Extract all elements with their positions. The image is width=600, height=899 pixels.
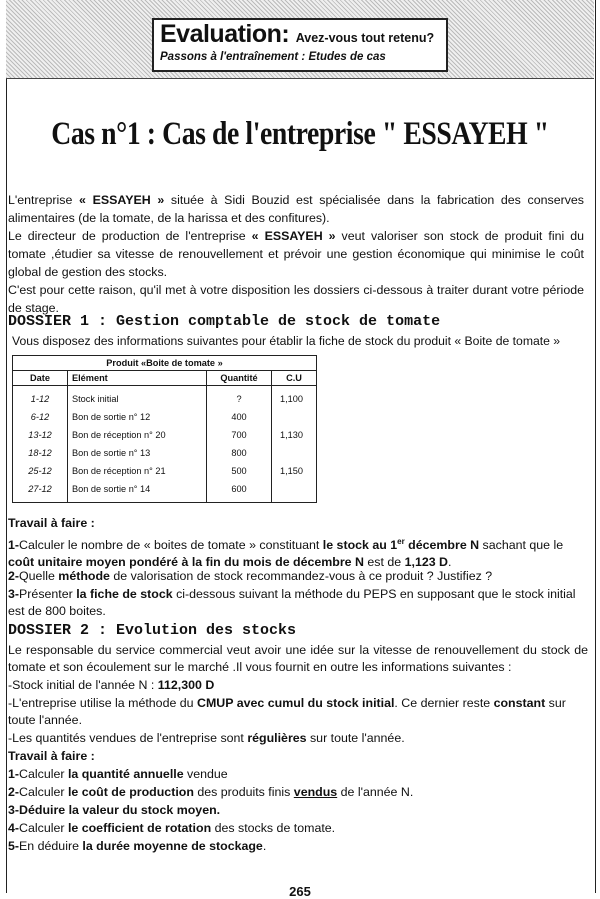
cell-element: Bon de sortie n° 13 — [68, 444, 207, 462]
dossier2-task-3: 3-Déduire la valeur du stock moyen. — [8, 803, 221, 817]
cell-element: Bon de sortie n° 12 — [68, 408, 207, 426]
page-number: 265 — [289, 884, 311, 899]
cell-quantite: 600 — [207, 480, 272, 503]
dossier2-quantites: -Les quantités vendues de l'entreprise sont régulières sur toute l'année. — [8, 731, 405, 745]
cell-element: Bon de réception n° 21 — [68, 462, 207, 480]
table-row — [13, 462, 317, 480]
intro-paragraph-2: Le directeur de production de l'entreprise « ESSAYEH » veut valoriser son stock de produit fini du tomate ,étudier sa vitesse de renouvellement et prévoir une gestion économique qui minimise le coût global de gestion des stocks. — [8, 229, 585, 279]
cell-date: 18-12 — [13, 444, 68, 462]
dossier2-travail-label: Travail à faire : — [8, 749, 95, 763]
table-row — [13, 426, 317, 444]
column-header-element: Elément — [68, 371, 207, 386]
dossier1-question-3: 3-Présenter la fiche de stock ci-dessous suivant la méthode du PEPS en supposant que le stock initial est de 800 boites. — [8, 587, 576, 618]
column-header-date: Date — [13, 371, 68, 386]
cell-date: 13-12 — [13, 426, 68, 444]
table-row — [13, 408, 317, 426]
cell-cu: 1,150 — [272, 462, 317, 480]
cell-element: Stock initial — [68, 386, 207, 409]
cell-element: Bon de sortie n° 14 — [68, 480, 207, 503]
cell-quantite: 400 — [207, 408, 272, 426]
cell-cu: 1,130 — [272, 426, 317, 444]
dossier2-task-4: 4-Calculer le coefficient de rotation des stocks de tomate. — [8, 821, 336, 835]
dossier1-question-1: 1-Calculer le nombre de « boites de tomate » constituant le stock au 1er décembre N sachant que le coût unitaire moyen pondéré à la fin du mois de décembre N est de 1,123 D. — [8, 537, 564, 570]
cell-cu — [272, 444, 317, 462]
header-subtitle: Avez-vous tout retenu? — [295, 31, 435, 45]
cell-cu — [272, 480, 317, 503]
table-row — [13, 444, 317, 462]
dossier1-title: DOSSIER 1 : Gestion comptable de stock de tomate — [8, 313, 441, 330]
dossier2-task-1: 1-Calculer la quantité annuelle vendue — [8, 767, 228, 781]
cell-quantite: ? — [207, 386, 272, 409]
cell-date: 6-12 — [13, 408, 68, 426]
dossier2-task-2: 2-Calculer le coût de production des produits finis vendus de l'année N. — [8, 785, 414, 799]
cell-date: 27-12 — [13, 480, 68, 503]
dossier2-task-5: 5-En déduire la durée moyenne de stockage. — [8, 839, 267, 853]
table-row — [13, 386, 317, 409]
intro-paragraph-1: L'entreprise « ESSAYEH » située à Sidi Bouzid est spécialisée dans la fabrication des conserves alimentaires (de la tomate, de la harissa et des confitures). — [8, 193, 585, 225]
cell-quantite: 500 — [207, 462, 272, 480]
table-row — [13, 480, 317, 503]
column-header-quantite: Quantité — [207, 371, 272, 386]
cell-date: 1-12 — [13, 386, 68, 409]
dossier2-paragraph: Le responsable du service commercial veut avoir une idée sur la vitesse de renouvellement du stock de tomate et son écoulement sur le marché .Il vous fournit en outre les informations suivantes : — [8, 643, 588, 674]
cell-cu — [272, 408, 317, 426]
cell-cu: 1,100 — [272, 386, 317, 409]
dossier1-travail-label: Travail à faire : — [8, 516, 95, 530]
cell-quantite: 700 — [207, 426, 272, 444]
cell-quantite: 800 — [207, 444, 272, 462]
intro-paragraph-3: C'est pour cette raison, qu'il met à votre disposition les dossiers ci-dessous à traiter durant votre période de stage. — [8, 283, 584, 315]
dossier1-intro: Vous disposez des informations suivantes pour établir la fiche de stock du produit « Boite de tomate » — [12, 334, 561, 348]
cell-element: Bon de réception n° 20 — [68, 426, 207, 444]
cell-date: 25-12 — [13, 462, 68, 480]
column-header-cu: C.U — [272, 371, 317, 386]
header-line2: Passons à l'entraînement : Etudes de cas — [160, 51, 386, 63]
dossier1-question-2: 2-Quelle méthode de valorisation de stock recommandez-vous à ce produit ? Justifiez ? — [8, 569, 493, 583]
dossier2-stock-initial: -Stock initial de l'année N : 112,300 D — [8, 678, 215, 692]
header-title: Evaluation: Avez-vous tout retenu? — [160, 20, 435, 48]
dossier2-cmup: -L'entreprise utilise la méthode du CMUP avec cumul du stock initial. Ce dernier reste constant sur toute l'année. — [8, 696, 566, 727]
dossier2-title: DOSSIER 2 : Evolution des stocks — [8, 622, 297, 639]
stock-table — [12, 355, 317, 503]
table-caption: Produit «Boite de tomate » — [13, 356, 317, 371]
header-box — [152, 18, 448, 72]
case-title: Cas n°1 : Cas de l'entreprise " ESSAYEH " — [51, 116, 549, 152]
